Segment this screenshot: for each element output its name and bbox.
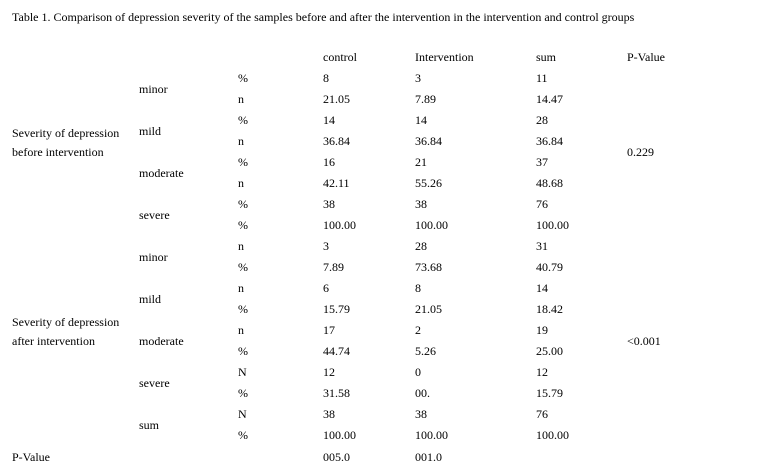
intervention-value-cell: 36.84 <box>415 134 442 148</box>
unit-cell: n <box>238 176 244 190</box>
intervention-value-cell: 100.00 <box>415 218 448 232</box>
intervention-value-cell: 38 <box>415 197 427 211</box>
control-value-cell: 17 <box>323 323 335 337</box>
intervention-value-cell: 5.26 <box>415 344 436 358</box>
control-value-cell: 38 <box>323 407 335 421</box>
group-label: Severity of depression after intervention <box>12 315 120 348</box>
unit-cell: % <box>238 428 248 442</box>
group-label: Severity of depression before intervention <box>12 126 120 159</box>
unit-cell: % <box>238 71 248 85</box>
sum-value-cell: 76 <box>536 407 548 421</box>
sum-value-cell: 31 <box>536 239 548 253</box>
category-label: severe <box>139 375 170 390</box>
sum-value-cell: 25.00 <box>536 344 563 358</box>
control-value-cell: 44.74 <box>323 344 350 358</box>
header-sum: sum <box>536 50 557 64</box>
group-pvalue: 0.229 <box>627 144 654 159</box>
header-pvalue: P-Value <box>627 50 665 64</box>
control-value-cell: 42.11 <box>323 176 350 190</box>
control-value-cell: 100.00 <box>323 428 356 442</box>
sum-value-cell: 18.42 <box>536 302 563 316</box>
unit-cell: % <box>238 302 248 316</box>
intervention-value-cell: 8 <box>415 281 421 295</box>
sum-value-cell: 28 <box>536 113 548 127</box>
unit-cell: % <box>238 344 248 358</box>
intervention-value-cell: 2 <box>415 323 421 337</box>
category-label: moderate <box>139 333 184 348</box>
header-intervention: Intervention <box>415 50 474 64</box>
table-caption: Table 1. Comparison of depression severity of the samples before and after the intervention in the intervention and control groups <box>12 10 635 24</box>
unit-cell: n <box>238 134 244 148</box>
unit-cell: % <box>238 113 248 127</box>
control-value-cell: 7.89 <box>323 260 344 274</box>
control-value-cell: 8 <box>323 71 329 85</box>
intervention-value-cell: 55.26 <box>415 176 442 190</box>
category-label: severe <box>139 207 170 222</box>
unit-cell: n <box>238 323 244 337</box>
category-label: sum <box>139 417 160 432</box>
sum-value-cell: 12 <box>536 365 548 379</box>
control-value-cell: 31.58 <box>323 386 350 400</box>
unit-cell: % <box>238 197 248 211</box>
intervention-value-cell: 0 <box>415 365 421 379</box>
sum-value-cell: 100.00 <box>536 218 569 232</box>
unit-cell: n <box>238 239 244 253</box>
intervention-value-cell: 7.89 <box>415 92 436 106</box>
intervention-value-cell: 28 <box>415 239 427 253</box>
unit-cell: n <box>238 92 244 106</box>
category-label: mild <box>139 123 162 138</box>
control-value-cell: 3 <box>323 239 329 253</box>
sum-value-cell: 48.68 <box>536 176 563 190</box>
footer-pvalue-intervention: 001.0 <box>415 450 442 464</box>
sum-value-cell: 76 <box>536 197 548 211</box>
sum-value-cell: 11 <box>536 71 548 85</box>
intervention-value-cell: 21.05 <box>415 302 442 316</box>
header-control: control <box>323 50 357 64</box>
sum-value-cell: 15.79 <box>536 386 563 400</box>
intervention-value-cell: 3 <box>415 71 421 85</box>
unit-cell: % <box>238 260 248 274</box>
unit-cell: % <box>238 218 248 232</box>
category-label: moderate <box>139 165 184 180</box>
control-value-cell: 6 <box>323 281 329 295</box>
category-label: minor <box>139 249 168 264</box>
unit-cell: N <box>238 407 247 421</box>
intervention-value-cell: 100.00 <box>415 428 448 442</box>
sum-value-cell: 36.84 <box>536 134 563 148</box>
control-value-cell: 12 <box>323 365 335 379</box>
intervention-value-cell: 73.68 <box>415 260 442 274</box>
unit-cell: % <box>238 386 248 400</box>
control-value-cell: 14 <box>323 113 335 127</box>
intervention-value-cell: 14 <box>415 113 427 127</box>
sum-value-cell: 100.00 <box>536 428 569 442</box>
intervention-value-cell: 21 <box>415 155 427 169</box>
control-value-cell: 38 <box>323 197 335 211</box>
control-value-cell: 15.79 <box>323 302 350 316</box>
intervention-value-cell: 00. <box>415 386 430 400</box>
control-value-cell: 16 <box>323 155 335 169</box>
footer-pvalue-control: 005.0 <box>323 450 350 464</box>
control-value-cell: 21.05 <box>323 92 350 106</box>
sum-value-cell: 14 <box>536 281 548 295</box>
category-label: mild <box>139 291 162 306</box>
sum-value-cell: 40.79 <box>536 260 563 274</box>
unit-cell: % <box>238 155 248 169</box>
category-label: minor <box>139 81 168 96</box>
control-value-cell: 36.84 <box>323 134 350 148</box>
unit-cell: n <box>238 281 244 295</box>
group-pvalue: <0.001 <box>627 333 661 348</box>
control-value-cell: 100.00 <box>323 218 356 232</box>
intervention-value-cell: 38 <box>415 407 427 421</box>
sum-value-cell: 19 <box>536 323 548 337</box>
sum-value-cell: 37 <box>536 155 548 169</box>
unit-cell: N <box>238 365 247 379</box>
sum-value-cell: 14.47 <box>536 92 563 106</box>
footer-pvalue-label: P-Value <box>12 450 50 464</box>
